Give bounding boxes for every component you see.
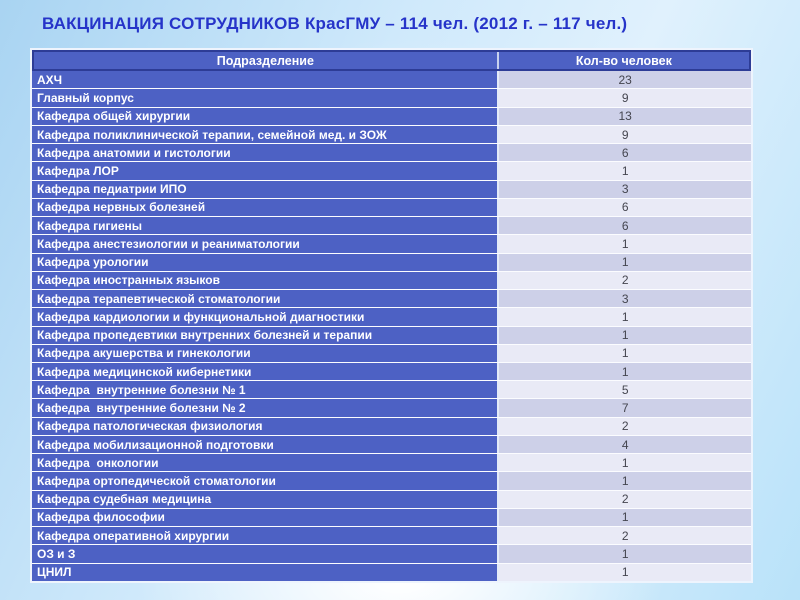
department-cell: Кафедра анатомии и гистологии	[32, 144, 499, 161]
count-cell: 2	[499, 272, 751, 289]
count-cell: 9	[499, 89, 751, 106]
table-row	[32, 162, 751, 180]
count-cell: 2	[499, 418, 751, 435]
department-cell: Кафедра патологическая физиология	[32, 418, 499, 435]
count-cell: 3	[499, 290, 751, 307]
slide-title: ВАКЦИНАЦИЯ СОТРУДНИКОВ КрасГМУ – 114 чел. (2012 г. – 117 чел.)	[42, 14, 628, 33]
department-cell: Кафедра гигиены	[32, 217, 499, 234]
department-cell: Кафедра поликлинической терапии, семейной мед. и ЗОЖ	[32, 126, 499, 143]
column-header-count: Кол-во человек	[499, 52, 749, 69]
department-cell: Кафедра внутренние болезни № 2	[32, 399, 499, 416]
department-cell: ЦНИЛ	[32, 564, 499, 581]
table-row	[32, 272, 751, 290]
table-row	[32, 527, 751, 545]
table-row	[32, 126, 751, 144]
table-row	[32, 509, 751, 527]
count-cell: 1	[499, 162, 751, 179]
table-row	[32, 436, 751, 454]
count-cell: 1	[499, 345, 751, 362]
vaccination-table	[30, 48, 753, 583]
department-cell: Кафедра акушерства и гинекологии	[32, 345, 499, 362]
department-cell: Кафедра ортопедической стоматологии	[32, 472, 499, 489]
table-row	[32, 71, 751, 89]
table-row	[32, 199, 751, 217]
count-cell: 1	[499, 235, 751, 252]
department-cell: Кафедра педиатрии ИПО	[32, 181, 499, 198]
department-cell: Кафедра мобилизационной подготовки	[32, 436, 499, 453]
department-cell: Кафедра медицинской кибернетики	[32, 363, 499, 380]
count-cell: 1	[499, 564, 751, 581]
table-row	[32, 89, 751, 107]
table-row	[32, 217, 751, 235]
count-cell: 1	[499, 509, 751, 526]
count-cell: 4	[499, 436, 751, 453]
table-row	[32, 290, 751, 308]
table-row	[32, 454, 751, 472]
department-cell: Кафедра онкологии	[32, 454, 499, 471]
table-row	[32, 144, 751, 162]
table-row	[32, 472, 751, 490]
count-cell: 2	[499, 527, 751, 544]
table-row	[32, 327, 751, 345]
table-row	[32, 381, 751, 399]
count-cell: 9	[499, 126, 751, 143]
table-row	[32, 254, 751, 272]
table-row	[32, 181, 751, 199]
department-cell: Кафедра внутренние болезни № 1	[32, 381, 499, 398]
department-cell: АХЧ	[32, 71, 499, 88]
table-row	[32, 308, 751, 326]
department-cell: Кафедра кардиологии и функциональной диагностики	[32, 308, 499, 325]
table-row	[32, 399, 751, 417]
table-row	[32, 491, 751, 509]
column-header-department: Подразделение	[34, 52, 499, 69]
count-cell: 5	[499, 381, 751, 398]
department-cell: Кафедра иностранных языков	[32, 272, 499, 289]
count-cell: 7	[499, 399, 751, 416]
table-row	[32, 545, 751, 563]
department-cell: Кафедра нервных болезней	[32, 199, 499, 216]
department-cell: Главный корпус	[32, 89, 499, 106]
department-cell: Кафедра ЛОР	[32, 162, 499, 179]
table-row	[32, 564, 751, 581]
table-row	[32, 363, 751, 381]
department-cell: Кафедра урологии	[32, 254, 499, 271]
department-cell: Кафедра судебная медицина	[32, 491, 499, 508]
count-cell: 2	[499, 491, 751, 508]
count-cell: 6	[499, 199, 751, 216]
department-cell: Кафедра терапевтической стоматологии	[32, 290, 499, 307]
department-cell: Кафедра анестезиологии и реаниматологии	[32, 235, 499, 252]
department-cell: Кафедра пропедевтики внутренних болезней и терапии	[32, 327, 499, 344]
table-row	[32, 345, 751, 363]
table-row	[32, 108, 751, 126]
department-cell: ОЗ и З	[32, 545, 499, 562]
department-cell: Кафедра философии	[32, 509, 499, 526]
table-header-row	[32, 50, 751, 71]
count-cell: 23	[499, 71, 751, 88]
table-row	[32, 418, 751, 436]
count-cell: 1	[499, 254, 751, 271]
count-cell: 3	[499, 181, 751, 198]
count-cell: 1	[499, 363, 751, 380]
department-cell: Кафедра общей хирургии	[32, 108, 499, 125]
count-cell: 1	[499, 454, 751, 471]
count-cell: 6	[499, 144, 751, 161]
count-cell: 6	[499, 217, 751, 234]
count-cell: 13	[499, 108, 751, 125]
table-row	[32, 235, 751, 253]
count-cell: 1	[499, 545, 751, 562]
count-cell: 1	[499, 327, 751, 344]
department-cell: Кафедра оперативной хирургии	[32, 527, 499, 544]
count-cell: 1	[499, 472, 751, 489]
count-cell: 1	[499, 308, 751, 325]
